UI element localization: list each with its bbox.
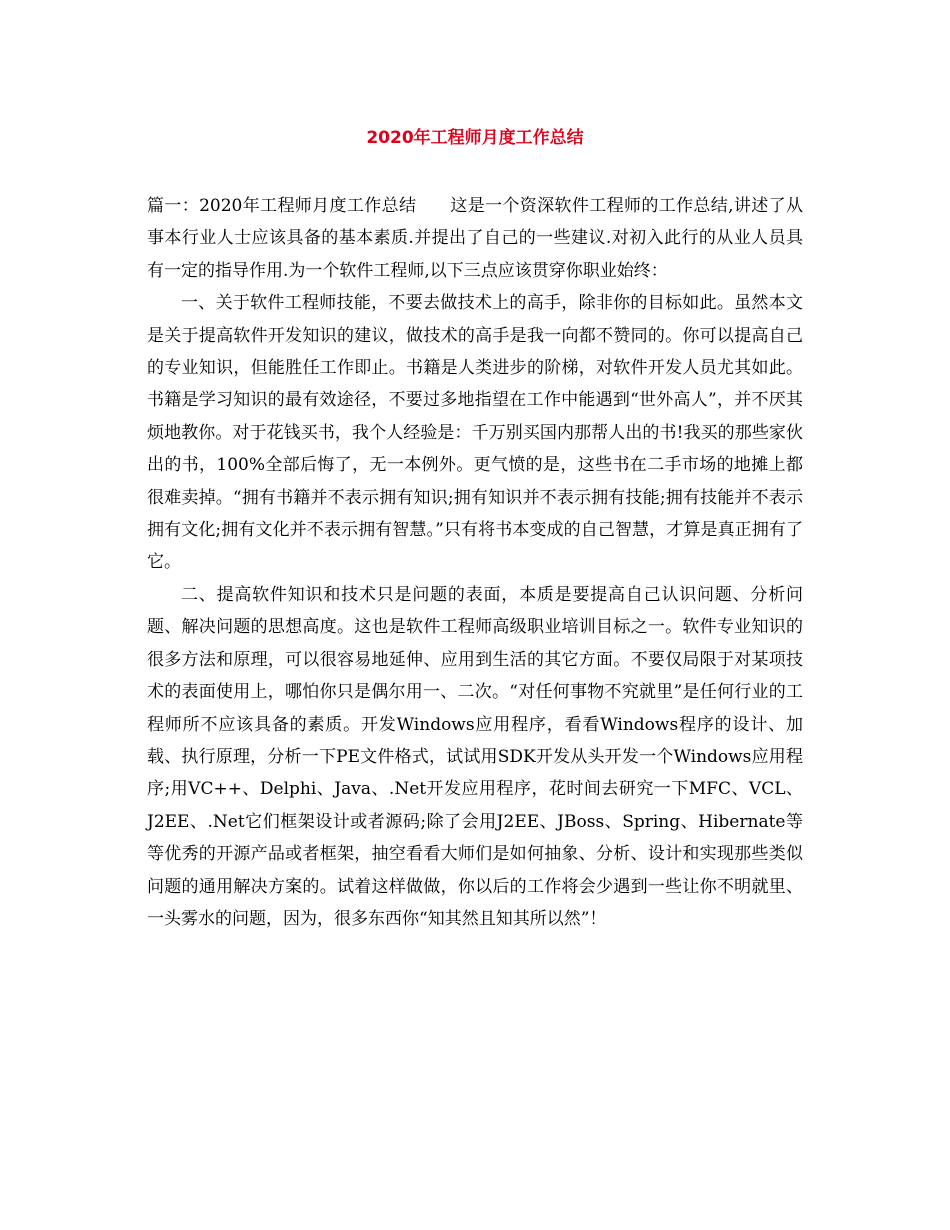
document-body [147,190,803,935]
paragraph-problem-solving: 二、提高软件知识和技术只是问题的表面，本质是要提高自己认识问题、分析问题、解决问题的思想高度。这也是软件工程师高级职业培训目标之一。软件专业知识的很多方法和原理，可以很容易地延伸、应用到生活的其它方面。不要仅局限于对某项技术的表面使用上，哪怕你只是偶尔用一、二次。“对任何事物不究就里”是任何行业的工程师所不应该具备的素质。开发Windows应用程序，看看Windows程序的设计、加载、执行原理，分析一下PE文件格式，试试用SDK开发从头开发一个Windows应用程序;用VC++、Delphi、Java、.Net开发应用程序，花时间去研究一下MFC、VCL、J2EE、.Net它们框架设计或者源码;除了会用J2EE、JBoss、Spring、Hibernate等等优秀的开源产品或者框架，抽空看看大师们是如何抽象、分析、设计和实现那些类似问题的通用解决方案的。试着这样做做，你以后的工作将会少遇到一些让你不明就里、一头雾水的问题，因为，很多东西你“知其然且知其所以然”！ [147,584,803,929]
paragraph-skills: 一、关于软件工程师技能，不要去做技术上的高手，除非你的目标如此。虽然本文是关于提高软件开发知识的建议，做技术的高手是我一向都不赞同的。你可以提高自己的专业知识，但能胜任工作即止。书籍是人类进步的阶梯，对软件开发人员尤其如此。书籍是学习知识的最有效途径，不要过多地指望在工作中能遇到“世外高人”，并不厌其烦地教你。对于花钱买书，我个人经验是：千万别买国内那帮人出的书!我买的那些家伙出的书，100%全部后悔了，无一本例外。更气愤的是，这些书在二手市场的地摊上都很难卖掉。“拥有书籍并不表示拥有知识;拥有知识并不表示拥有技能;拥有技能并不表示拥有文化;拥有文化并不表示拥有智慧。”只有将书本变成的自己智慧，才算是真正拥有了它。 [147,293,803,573]
intro-label: 篇一：2020年工程师月度工作总结 [147,196,417,216]
intro-text: 这是一个资深软件工程师的工作总结,讲述了从事本行业人士应该具备的基本素质.并提出了自己的一些建议.对初入此行的从业人员具有一定的指导作用.为一个软件工程师,以下三点应该贯穿你职业始终： [147,196,803,281]
intro-paragraph [147,190,803,287]
document-title: 2020年工程师月度工作总结 [366,128,584,148]
